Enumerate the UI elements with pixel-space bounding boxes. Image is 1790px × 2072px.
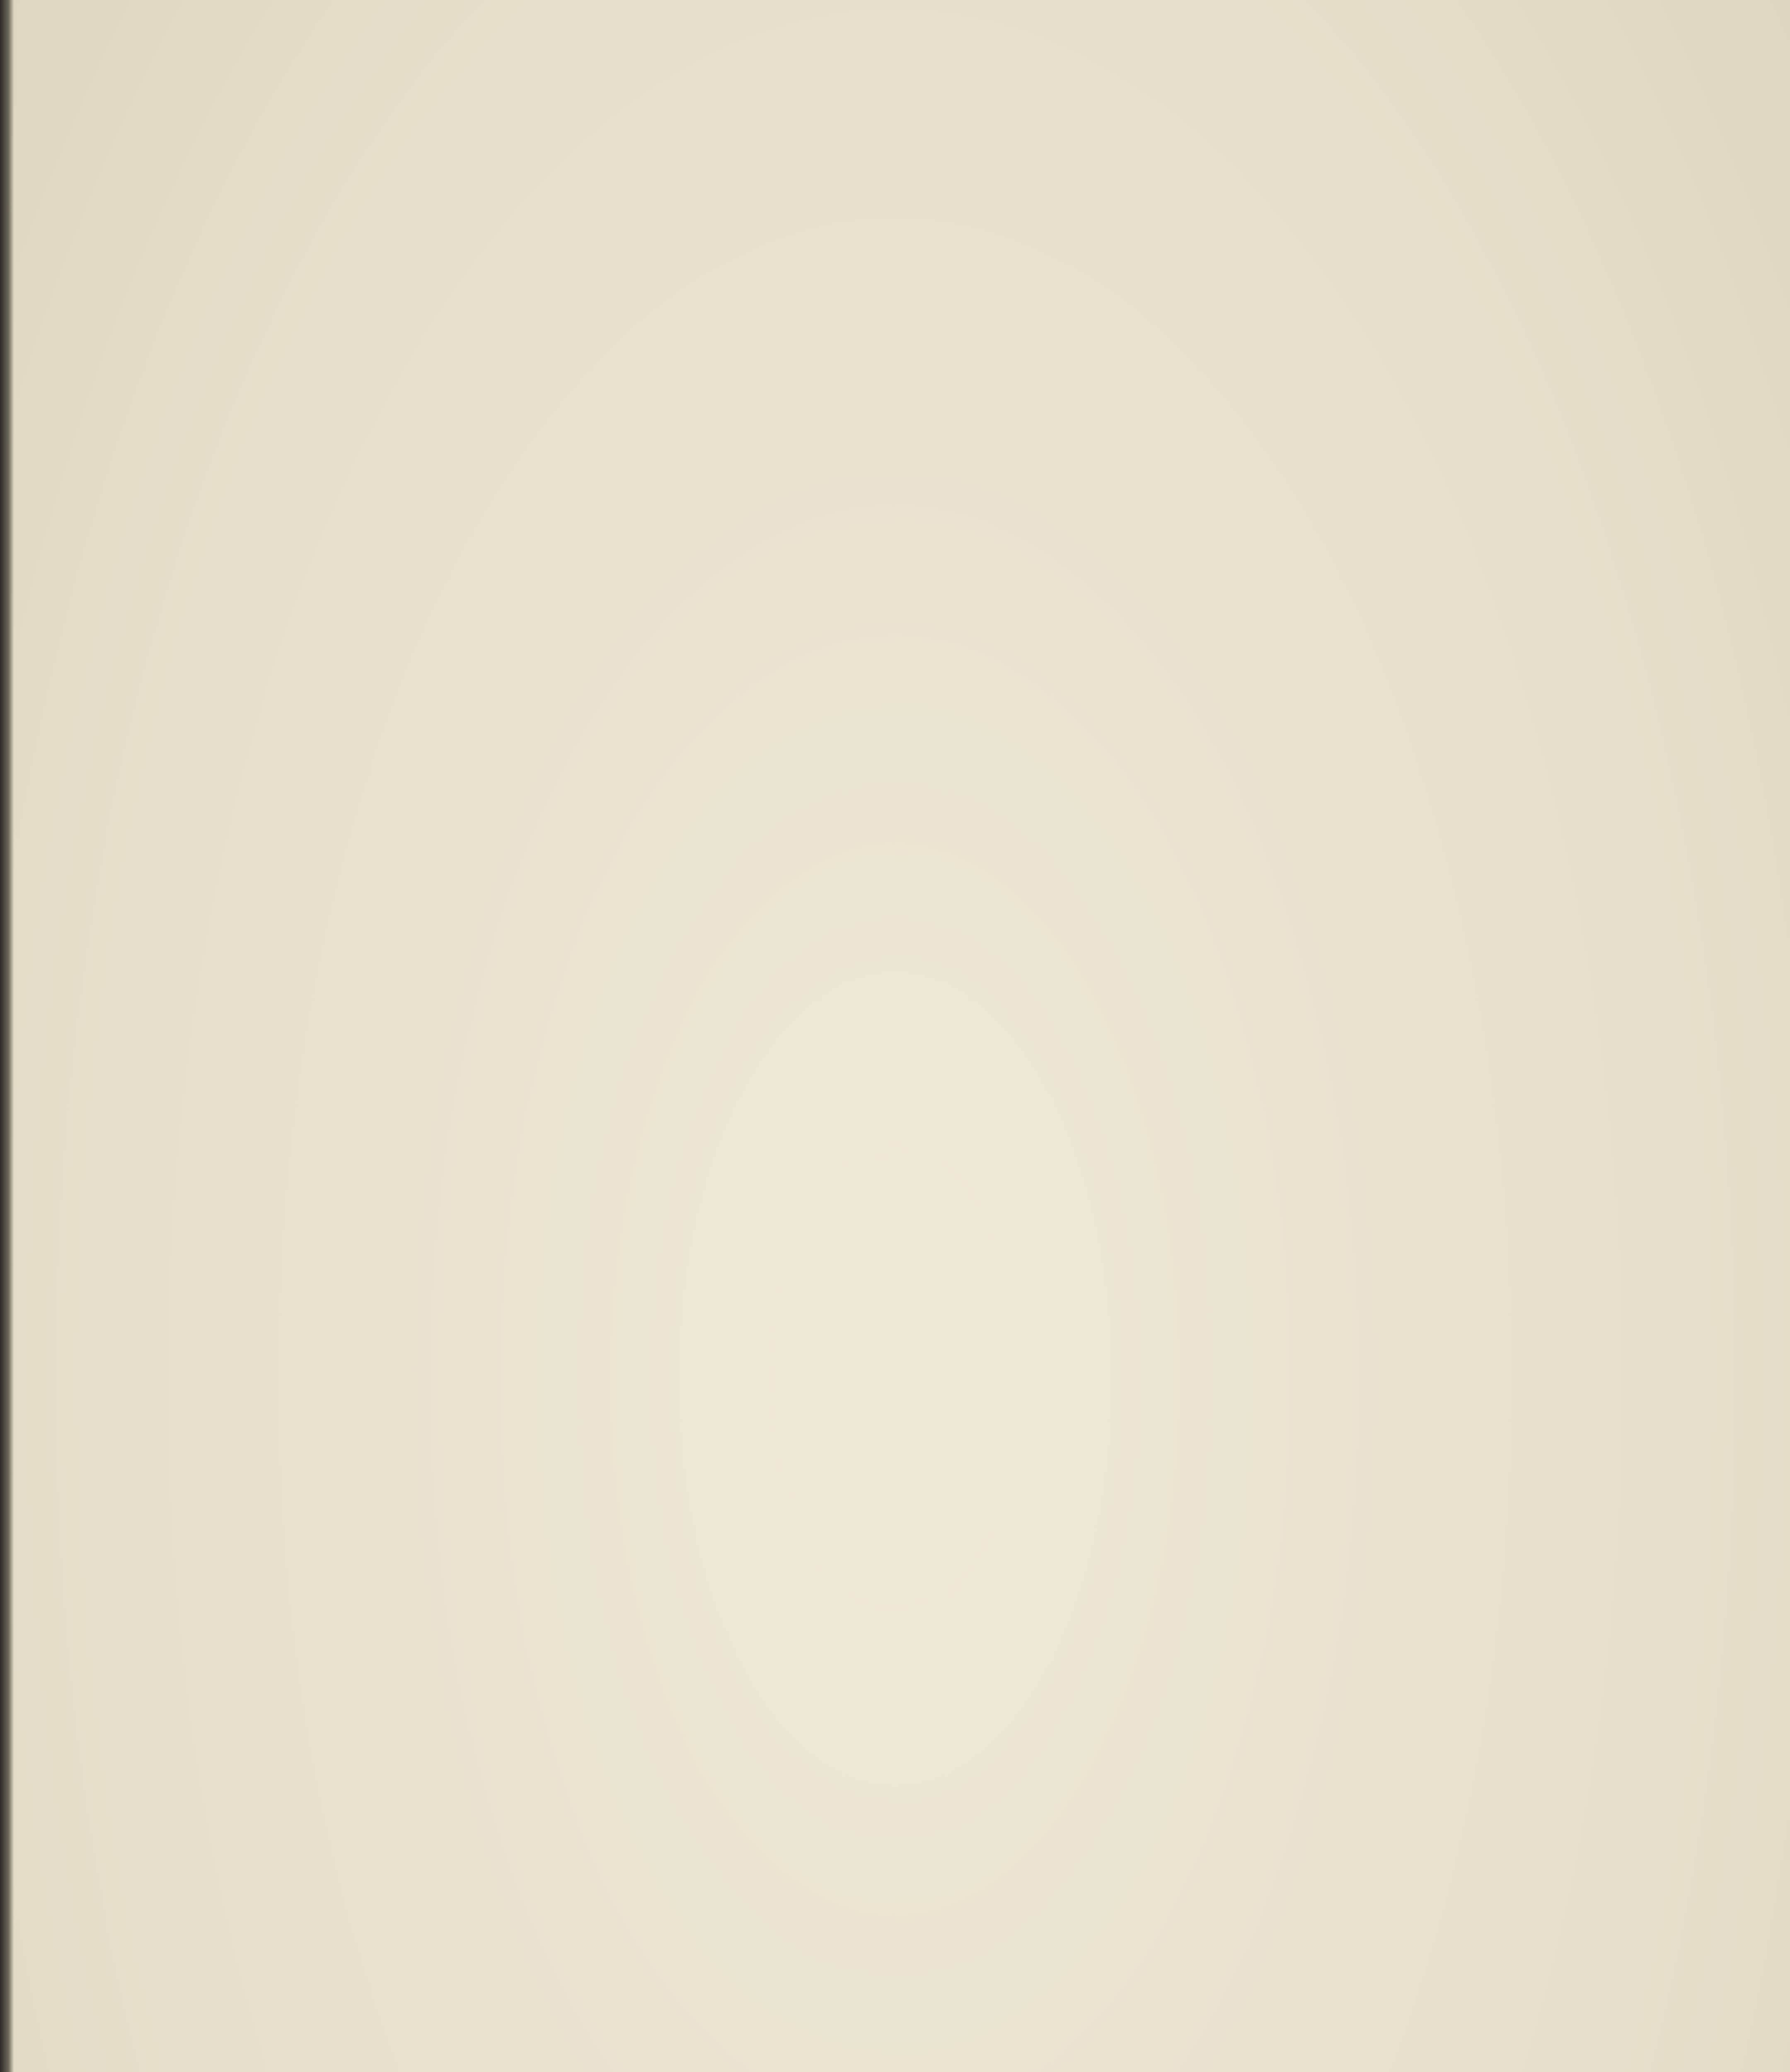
- body-text: [36, 141, 1586, 186]
- section-break: [360, 141, 1271, 186]
- binding-edge: [0, 0, 14, 2072]
